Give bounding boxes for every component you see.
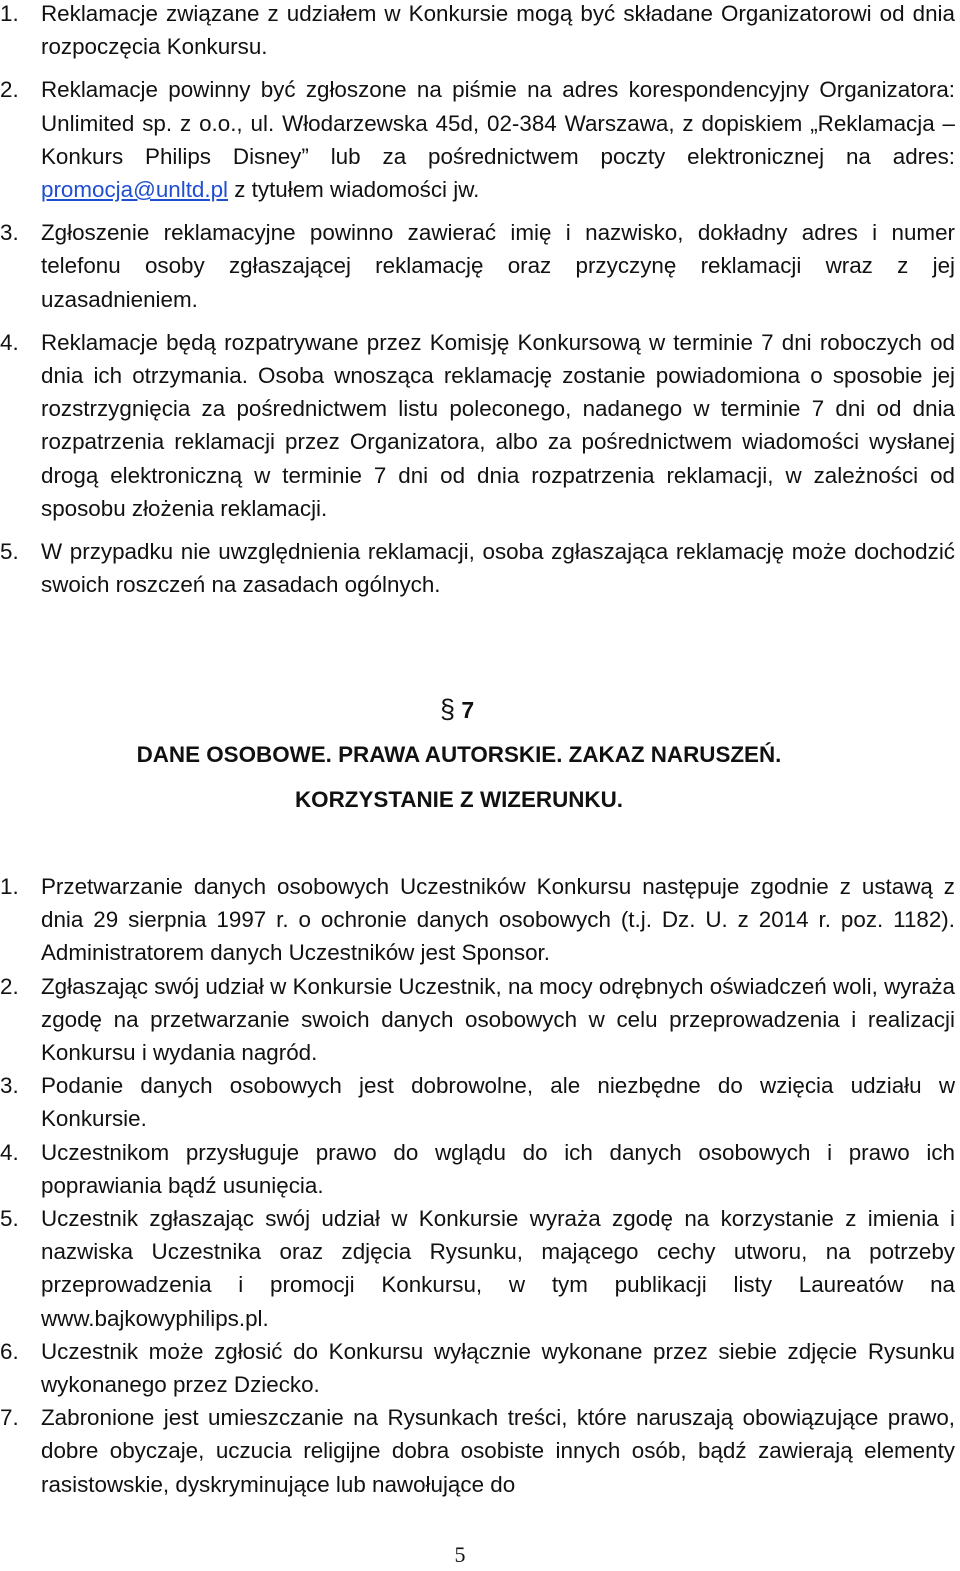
list-item <box>0 970 955 1070</box>
list-item <box>0 0 955 63</box>
item-number: 5. <box>0 1206 19 1232</box>
list-item <box>0 326 955 525</box>
list-item <box>0 1202 955 1335</box>
item-text: Uczestnik zgłaszając swój udział w Konkursie wyraża zgodę na korzystanie z imienia i nazwiska Uczestnika oraz zdjęcia Rysunku, mającego cechy utworu, na potrzeby przeprowadzenia i promocji Konkursu, w tym publikacji listy Laureatów na www.bajkowyphilips.pl. <box>41 1206 955 1331</box>
item-number: 3. <box>0 220 19 246</box>
item-number: 1. <box>0 874 19 899</box>
item-text: Uczestnik może zgłosić do Konkursu wyłącznie wykonane przez siebie zdjęcie Rysunku wykonanego przez Dziecko. <box>41 1338 955 1398</box>
item-text: Reklamacje związane z udziałem w Konkursie mogą być składane Organizatorowi od dnia rozpoczęcia Konkursu. <box>41 1 955 60</box>
item-text: Zgłoszenie reklamacyjne powinno zawierać imię i nazwisko, dokładny adres i numer telefonu osoby zgłaszającej reklamację oraz przyczynę reklamacji wraz z jej uzasadnieniem. <box>41 220 955 312</box>
item-text-end: z tytułem wiadomości jw. <box>228 177 480 203</box>
item-number: 2. <box>0 77 19 103</box>
item-text: Zgłaszając swój udział w Konkursie Uczestnik, na mocy odrębnych oświadczeń woli, wyraża zgodę na przetwarzanie swoich danych osobowych w celu przeprowadzenia i realizacji Konkursu i wydania nagród. <box>41 973 955 1066</box>
email-link[interactable]: promocja@unltd.pl <box>41 177 229 203</box>
list-item <box>0 73 955 206</box>
list-item <box>0 535 955 601</box>
item-text: Reklamacje powinny być zgłoszone na piśmie na adres korespondencyjny Organizatora: Unlimited sp. z o.o., ul. Włodarzewska 45d, 02-384 Warszawa, z dopiskiem „Reklamacja – Konkurs Philips Disney” lub za pośrednictwem poczty elektronicznej na adres: <box>41 77 955 169</box>
paragraph-digit: 7 <box>461 697 475 723</box>
list-item <box>0 1069 955 1135</box>
page-number: 5 <box>454 1542 466 1567</box>
item-text: Reklamacje będą rozpatrywane przez Komisję Konkursową w terminie 7 dni roboczych od dnia ich otrzymania. Osoba wnosząca reklamację zostanie powiadomiona o sposobie jej rozstrzygnięcia za pośrednictwem listu poleconego, nadanego w terminie 7 dni od dnia rozpatrzenia reklamacji przez Organizatora, albo za pośrednictwem wiadomości wysłanej drogą elektroniczną w terminie 7 dni od dnia rozpatrzenia reklamacji, w zależności od sposobu złożenia reklamacji. <box>41 329 955 521</box>
item-text: Zabronione jest umieszczanie na Rysunkach treści, które naruszają obowiązujące prawo, dobre obyczaje, uczucia religijne dobra osobiste innych osób, bądź zawierają elementy rasistowskie, dyskryminujące lub nawołujące do <box>41 1405 955 1497</box>
item-text: Uczestnikom przysługuje prawo do wglądu do ich danych osobowych i prawo ich poprawiania bądź usunięcia. <box>41 1139 955 1198</box>
item-number: 3. <box>0 1073 19 1099</box>
paragraph-number <box>440 693 520 727</box>
item-text: Przetwarzanie danych osobowych Uczestników Konkursu następuje zgodnie z ustawą z dnia 29 sierpnia 1997 r. o ochronie danych osobowych (t.j. Dz. U. z 2014 r. poz. 1182). Administratorem danych Uczestników jest Sponsor. <box>41 874 955 966</box>
paragraph-sign: § <box>440 694 456 724</box>
section-heading: DANE OSOBOWE. PRAWA AUTORSKIE. ZAKAZ NARUSZEŃ. <box>136 742 782 767</box>
section-subheading: KORZYSTANIE Z WIZERUNKU. <box>295 787 623 812</box>
complaints-list <box>0 0 955 601</box>
item-text: Podanie danych osobowych jest dobrowolne, ale niezbędne do wzięcia udziału w Konkursie. <box>41 1073 955 1132</box>
list-item <box>0 1401 955 1501</box>
item-number: 5. <box>0 539 19 565</box>
item-number: 4. <box>0 329 19 355</box>
list-item <box>0 216 955 316</box>
personal-data-list <box>0 870 955 1501</box>
item-number: 2. <box>0 973 19 999</box>
list-item <box>0 1136 955 1202</box>
item-number: 6. <box>0 1338 19 1364</box>
item-text: W przypadku nie uwzględnienia reklamacji, osoba zgłaszająca reklamację może dochodzić swoich roszczeń na zasadach ogólnych. <box>41 539 955 598</box>
item-number: 4. <box>0 1139 19 1165</box>
list-item <box>0 1335 955 1401</box>
item-number: 7. <box>0 1405 19 1431</box>
list-item <box>0 870 955 970</box>
item-number: 1. <box>0 1 19 26</box>
